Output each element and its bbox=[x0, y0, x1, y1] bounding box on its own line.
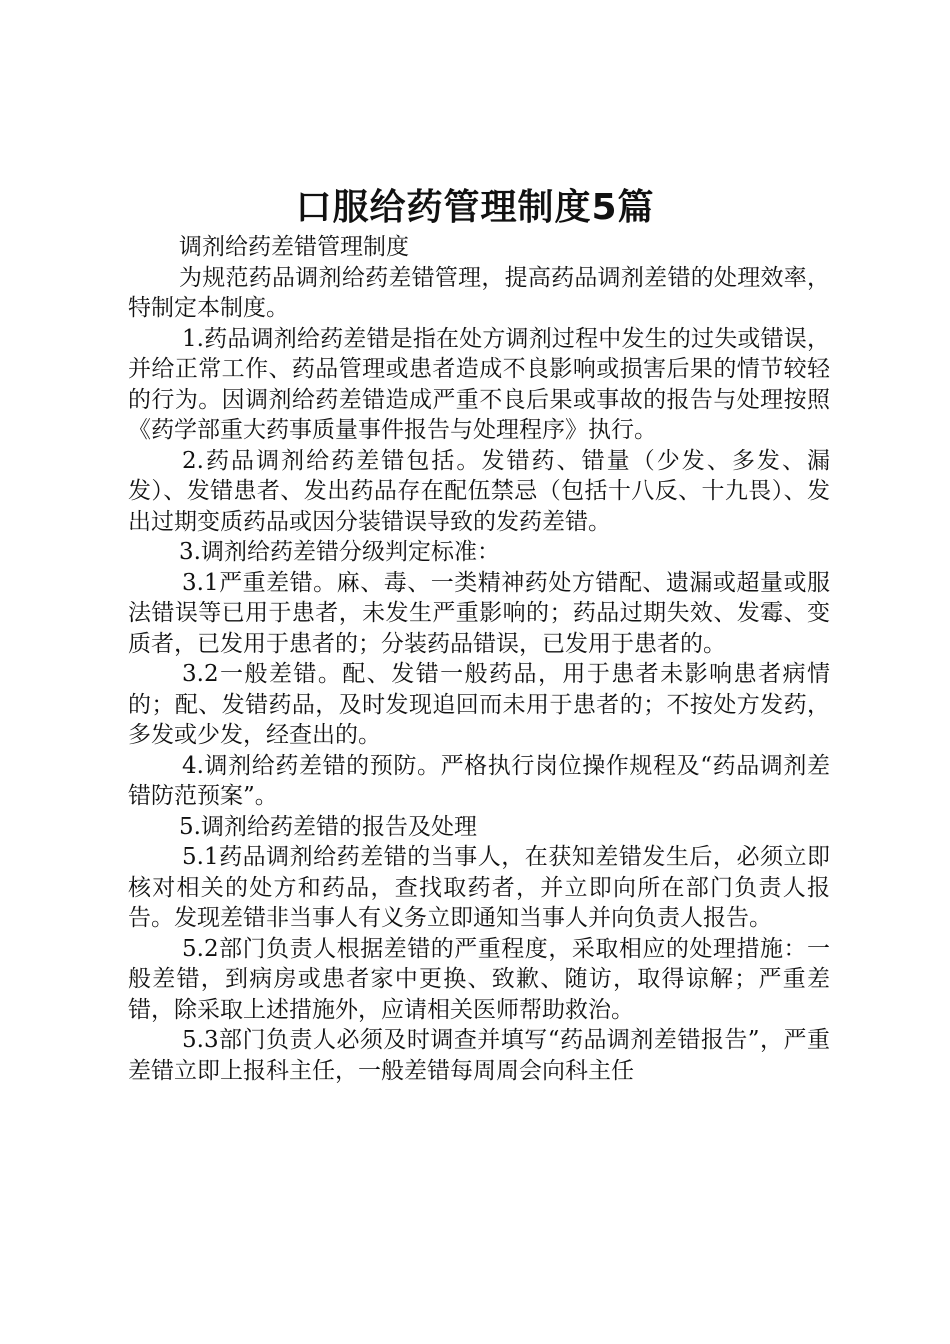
paragraph-item-3-2: 3.2一般差错。配、发错一般药品，用于患者未影响患者病情的；配、发错药品，及时发现追回而未用于患者的；不按处方发药，多发或少发，经查出的。 bbox=[128, 661, 830, 748]
document-title: 口服给药管理制度5篇 bbox=[295, 187, 655, 228]
paragraph-intro: 为规范药品调剂给药差错管理，提高药品调剂差错的处理效率，特制定本制度。 bbox=[128, 264, 830, 321]
document-body bbox=[128, 232, 830, 1086]
paragraph-item-5: 5.调剂给药差错的报告及处理 bbox=[179, 813, 477, 840]
section-heading: 调剂给药差错管理制度 bbox=[179, 234, 409, 260]
paragraph-item-3-1: 3.1严重差错。麻、毒、一类精神药处方错配、遗漏或超量或服法错误等已用于患者，未发生严重影响的；药品过期失效、发霉、变质者，已发用于患者的；分装药品错误，已发用于患者的。 bbox=[128, 569, 830, 657]
paragraph-item-2: 2.药品调剂给药差错包括。发错药、错量（少发、多发、漏发）、发错患者、发出药品存在配伍禁忌（包括十八反、十九畏）、发出过期变质药品或因分装错误导致的发药差错。 bbox=[128, 447, 830, 535]
paragraph-item-5-3: 5.3部门负责人必须及时调查并填写“药品调剂差错报告”，严重差错立即上报科主任，一般差错每周周会向科主任 bbox=[128, 1027, 830, 1084]
paragraph-item-1: 1.药品调剂给药差错是指在处方调剂过程中发生的过失或错误，并给正常工作、药品管理或患者造成不良影响或损害后果的情节较轻的行为。因调剂给药差错造成严重不良后果或事故的报告与处理按照《药学部重大药事质量事件报告与处理程序》执行。 bbox=[128, 325, 830, 443]
paragraph-item-5-1: 5.1药品调剂给药差错的当事人，在获知差错发生后，必须立即核对相关的处方和药品，查找取药者，并立即向所在部门负责人报告。发现差错非当事人有义务立即通知当事人并向负责人报告。 bbox=[128, 844, 830, 931]
paragraph-item-5-2: 5.2部门负责人根据差错的严重程度，采取相应的处理措施：一般差错，到病房或患者家中更换、致歉、随访，取得谅解；严重差错，除采取上述措施外，应请相关医师帮助救治。 bbox=[128, 935, 830, 1023]
paragraph-item-4: 4.调剂给药差错的预防。严格执行岗位操作规程及“药品调剂差错防范预案”。 bbox=[128, 752, 830, 809]
paragraph-item-3: 3.调剂给药差错分级判定标准： bbox=[179, 539, 500, 565]
